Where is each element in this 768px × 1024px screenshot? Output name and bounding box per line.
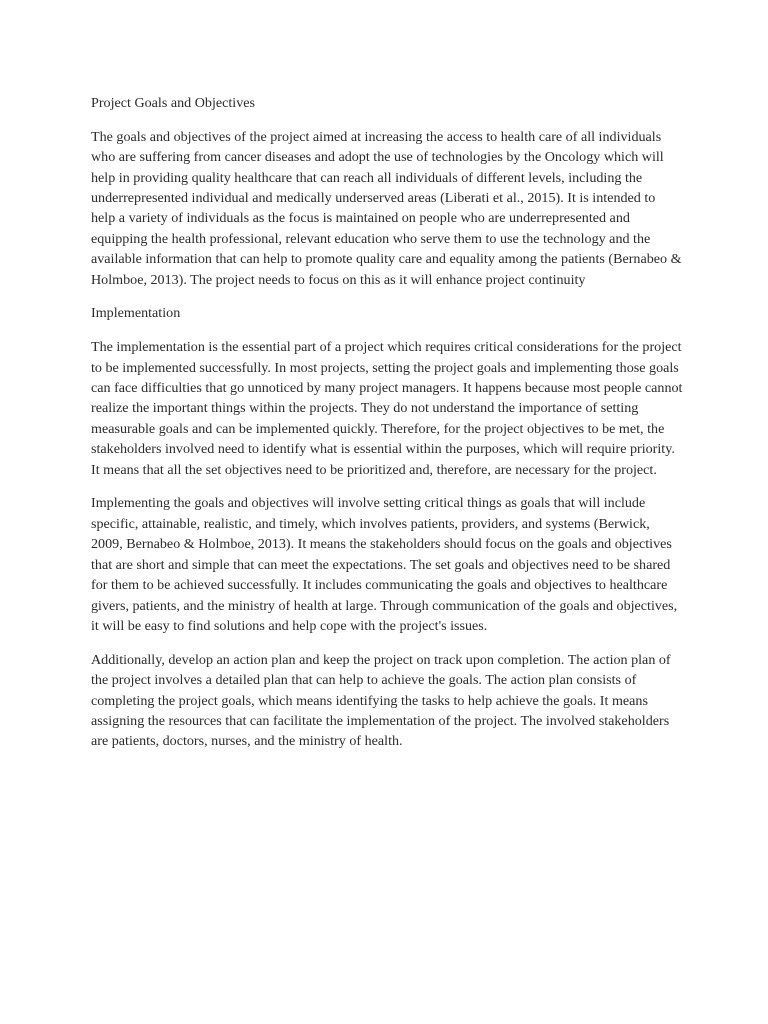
section-heading-project-goals: Project Goals and Objectives [91, 95, 255, 111]
paragraph-action-plan: Additionally, develop an action plan and keep the project on track upon completion. The action plan of the project involves a detailed plan that can help to achieve the goals. The action plan consists of completing the project goals, which means identifying the tasks to help achieve the goals. It means assigning the resources that can facilitate the implementation of the project. The involved stakeholders are patients, doctors, nurses, and the ministry of health. [91, 651, 671, 750]
paragraph-implementation-goals: Implementing the goals and objectives will involve setting critical things as goals that will include specific, attainable, realistic, and timely, which involves patients, providers, and systems (Berwick, 2009, Bernabeo & Holmboe, 2013). It means the stakeholders should focus on the goals and objectives that are short and simple that can meet the expectations. The set goals and objectives need to be shared for them to be achieved successfully. It includes communicating the goals and objectives to healthcare givers, patients, and the ministry of health at large. Through communication of the goals and objectives, it will be easy to find solutions and help cope with the project's issues. [91, 495, 678, 634]
paragraph-implementation-intro: The implementation is the essential part of a project which requires critical considerations for the project to be implemented successfully. In most projects, setting the project goals and implementing those goals can face difficulties that go unnoticed by many project managers. It happens because most people cannot realize the important things within the projects. They do not understand the importance of setting measurable goals and can be implemented quickly. Therefore, for the project objectives to be met, the stakeholders involved need to identify what is essential within the purposes, which will require priority. It means that all the set objectives need to be prioritized and, therefore, are necessary for the project. [91, 339, 683, 478]
paragraph-project-goals: The goals and objectives of the project aimed at increasing the access to health care of all individuals who are suffering from cancer diseases and adopt the use of technologies by the Oncology which will help in providing quality healthcare that can reach all individuals of different levels, including the underrepresented individual and medically underserved areas (Liberati et al., 2015). It is intended to help a variety of individuals as the focus is maintained on people who are underrepresented and equipping the health professional, relevant education who serve them to use the technology and the available information that can help to promote quality care and equality among the patients (Bernabeo & Holmboe, 2013). The project needs to focus on this as it will enhance project continuity [91, 128, 682, 288]
section-heading-implementation: Implementation [91, 305, 181, 322]
document-body [91, 93, 683, 765]
